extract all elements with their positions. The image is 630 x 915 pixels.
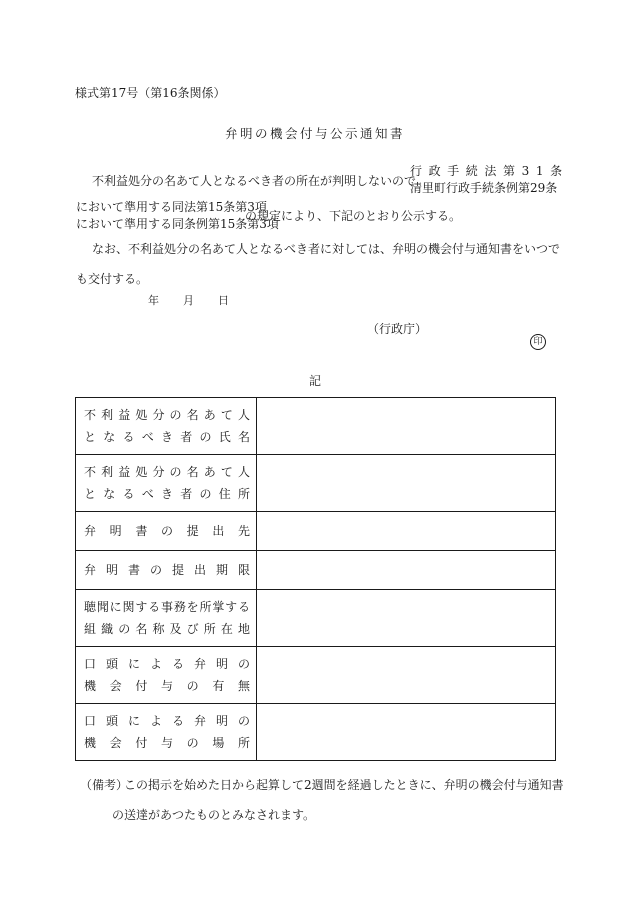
row-label: 口頭による弁明の 機会付与の場所: [76, 704, 257, 761]
remarks-line-1: この掲示を始めた日から起算して2週間を経過したときに、弁明の機会付与通知書: [124, 778, 564, 792]
table-row: [76, 704, 556, 761]
table-row: [76, 398, 556, 455]
law-reference-1: 行政手続法第31条: [410, 164, 569, 178]
row-label: 口頭による弁明の 機会付与の有無: [76, 647, 257, 704]
row-value: [257, 398, 556, 455]
applied-clause-2: において準用する同条例第15条第3項: [76, 217, 279, 231]
seal-mark: 印: [530, 334, 546, 350]
paragraph-3-line-2: も交付する。: [76, 272, 149, 286]
ki-heading: 記: [308, 374, 321, 388]
paragraph-3-line-1: なお、不利益処分の名あて人となるべき者に対しては、弁明の機会付与通知書をいつで: [92, 242, 561, 256]
row-label: 不利益処分の名あて人 となるべき者の氏名: [76, 398, 257, 455]
date-line: [148, 292, 229, 308]
details-table: [75, 397, 556, 761]
date-year: 年: [148, 294, 159, 307]
row-value: [257, 590, 556, 647]
row-label: 不利益処分の名あて人 となるべき者の住所: [76, 455, 257, 512]
row-value: [257, 704, 556, 761]
row-label: 弁明書の提出期限: [76, 551, 257, 590]
paragraph-1-text: 不利益処分の名あて人となるべき者の所在が判明しないので: [92, 174, 417, 188]
row-value: [257, 512, 556, 551]
table-row: [76, 551, 556, 590]
date-month: 月: [183, 294, 194, 307]
document-title: 弁明の機会付与公示通知書: [224, 126, 405, 141]
table-row: [76, 647, 556, 704]
table-row: [76, 512, 556, 551]
row-value: [257, 551, 556, 590]
applied-clause-1: において準用する同法第15条第3項: [76, 200, 267, 214]
row-label: 弁明書の提出先: [76, 512, 257, 551]
paragraph-2-tail: の規定により、下記のとおり公示する。: [245, 209, 462, 223]
row-label: 聴聞に関する事務を所掌する 組織の名称及び所在地: [76, 590, 257, 647]
form-number: 様式第17号（第16条関係）: [75, 86, 226, 100]
table-row: [76, 455, 556, 512]
row-value: [257, 455, 556, 512]
row-value: [257, 647, 556, 704]
date-day: 日: [218, 294, 229, 307]
law-reference-2: 清里町行政手続条例第29条: [410, 181, 558, 195]
agency-label: （行政庁）: [367, 322, 428, 336]
remarks-heading: （備考）: [80, 778, 129, 792]
remarks-line-2: の送達があつたものとみなされます。: [112, 808, 316, 822]
table-row: [76, 590, 556, 647]
